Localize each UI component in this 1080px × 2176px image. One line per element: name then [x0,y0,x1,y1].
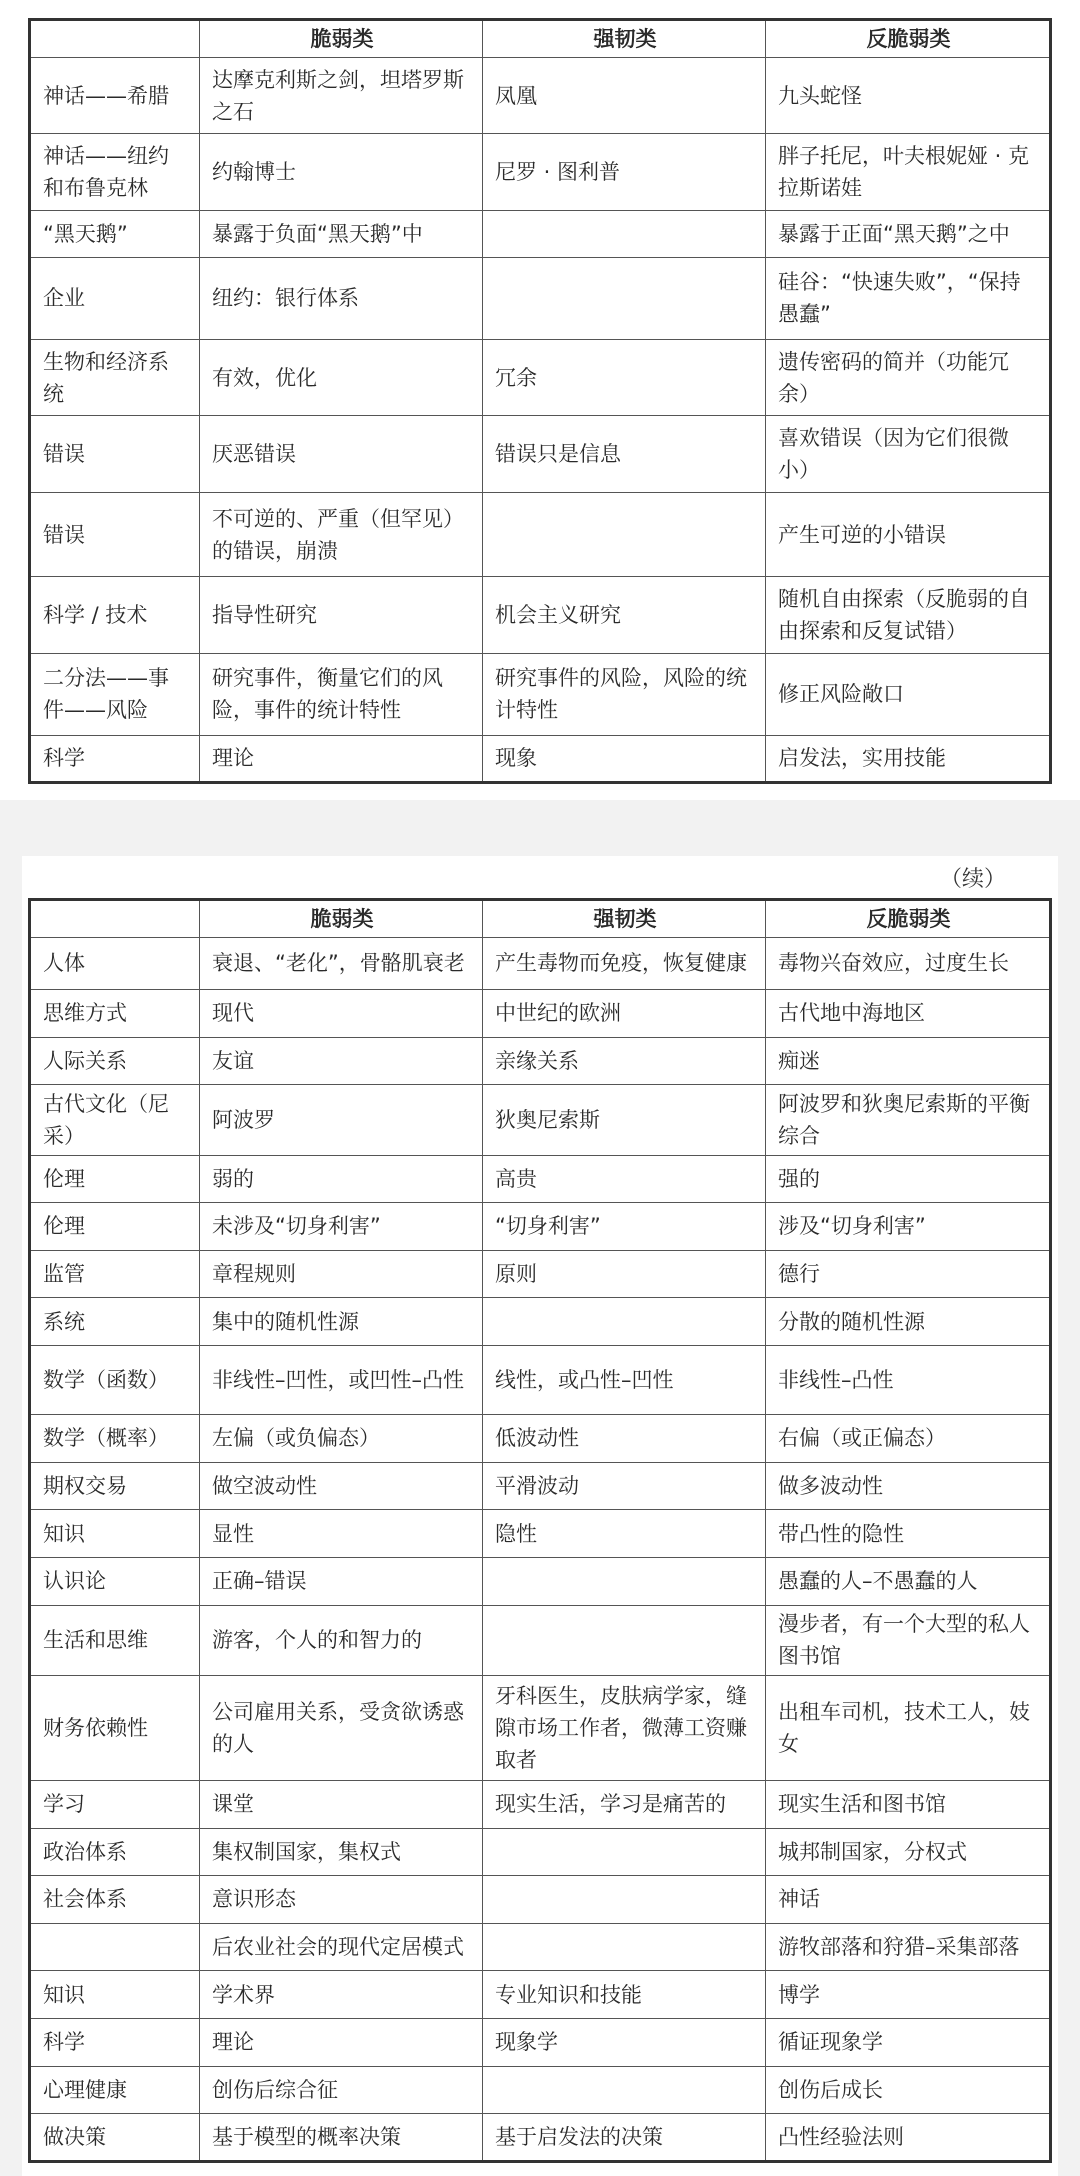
column-header-fragile: 脆弱类 [200,900,483,938]
cell-category: 财务依赖性 [30,1675,200,1780]
column-header-robust: 强韧类 [483,900,766,938]
cell-robust: 错误只是信息 [483,416,766,492]
cell-antifragile: 博学 [766,1971,1051,2019]
table-row [30,1510,1051,1558]
comparison-table-part-1 [28,18,1052,784]
column-header-antifragile: 反脆弱类 [766,20,1051,58]
cell-robust: 研究事件的风险，风险的统计特性 [483,653,766,735]
table-row [30,1085,1051,1155]
table-row [30,1605,1051,1675]
cell-antifragile: 漫步者，有一个大型的私人图书馆 [766,1605,1051,1675]
table-row [30,577,1051,653]
cell-category: 政治体系 [30,1828,200,1876]
table-header-row [30,900,1051,938]
cell-fragile: 有效，优化 [200,340,483,416]
cell-robust [483,257,766,339]
table-row [30,1675,1051,1780]
cell-fragile: 研究事件，衡量它们的风险，事件的统计特性 [200,653,483,735]
cell-category: 错误 [30,492,200,577]
cell-category: 知识 [30,1971,200,2019]
cell-antifragile: 修正风险敞口 [766,653,1051,735]
cell-fragile: 课堂 [200,1780,483,1828]
cell-robust [483,1298,766,1346]
cell-antifragile: 毒物兴奋效应，过度生长 [766,938,1051,990]
cell-fragile: 创伤后综合征 [200,2066,483,2114]
column-header-antifragile: 反脆弱类 [766,900,1051,938]
cell-category: 伦理 [30,1155,200,1203]
cell-robust: 高贵 [483,1155,766,1203]
cell-category: 科学 [30,735,200,782]
cell-category: 学习 [30,1780,200,1828]
cell-robust: “切身利害” [483,1203,766,1251]
cell-antifragile: 硅谷：“快速失败”，“保持愚蠢” [766,257,1051,339]
cell-category: 做决策 [30,2114,200,2162]
table-row [30,1971,1051,2019]
cell-category: 科学 [30,2018,200,2066]
cell-fragile: 正确–错误 [200,1558,483,1606]
cell-fragile: 显性 [200,1510,483,1558]
cell-category: 心理健康 [30,2066,200,2114]
cell-fragile: 理论 [200,2018,483,2066]
cell-fragile: 未涉及“切身利害” [200,1203,483,1251]
comparison-table-part-2 [28,898,1052,2163]
column-header-fragile: 脆弱类 [200,20,483,58]
cell-antifragile: 涉及“切身利害” [766,1203,1051,1251]
table-row [30,1155,1051,1203]
cell-category: 社会体系 [30,1876,200,1924]
table-row [30,492,1051,577]
cell-fragile: 阿波罗 [200,1085,483,1155]
cell-robust: 现实生活，学习是痛苦的 [483,1780,766,1828]
cell-robust: 原则 [483,1250,766,1298]
table-row [30,989,1051,1037]
cell-robust: 尼罗 · 图利普 [483,134,766,210]
cell-robust: 平滑波动 [483,1462,766,1510]
cell-category: “黑天鹅” [30,210,200,257]
cell-fragile: 衰退、“老化”，骨骼肌衰老 [200,938,483,990]
cell-antifragile: 启发法，实用技能 [766,735,1051,782]
cell-fragile: 集中的随机性源 [200,1298,483,1346]
cell-robust: 低波动性 [483,1415,766,1463]
table-row [30,2114,1051,2162]
cell-category: 监管 [30,1250,200,1298]
cell-robust [483,2066,766,2114]
table-row [30,1203,1051,1251]
table-row [30,1876,1051,1924]
cell-antifragile: 愚蠢的人–不愚蠢的人 [766,1558,1051,1606]
cell-antifragile: 遗传密码的简并（功能冗余） [766,340,1051,416]
cell-category: 神话——纽约和布鲁克林 [30,134,200,210]
cell-fragile: 厌恶错误 [200,416,483,492]
cell-robust: 凤凰 [483,58,766,134]
cell-antifragile: 现实生活和图书馆 [766,1780,1051,1828]
table-row [30,653,1051,735]
cell-fragile: 指导性研究 [200,577,483,653]
cell-category: 二分法——事件——风险 [30,653,200,735]
cell-category: 科学 / 技术 [30,577,200,653]
cell-fragile: 现代 [200,989,483,1037]
cell-antifragile: 阿波罗和狄奥尼索斯的平衡综合 [766,1085,1051,1155]
cell-robust: 狄奥尼索斯 [483,1085,766,1155]
cell-category: 古代文化（尼采） [30,1085,200,1155]
cell-category: 数学（函数） [30,1345,200,1414]
table-row [30,58,1051,134]
cell-category: 生活和思维 [30,1605,200,1675]
cell-fragile: 约翰博士 [200,134,483,210]
cell-robust [483,1828,766,1876]
cell-antifragile: 非线性–凸性 [766,1345,1051,1414]
cell-fragile: 集权制国家，集权式 [200,1828,483,1876]
cell-antifragile: 游牧部落和狩猎–采集部落 [766,1923,1051,1971]
table-row [30,1923,1051,1971]
cell-robust: 冗余 [483,340,766,416]
cell-antifragile: 强的 [766,1155,1051,1203]
cell-fragile: 暴露于负面“黑天鹅”中 [200,210,483,257]
cell-robust: 线性，或凸性–凹性 [483,1345,766,1414]
table-row [30,1298,1051,1346]
cell-robust [483,210,766,257]
cell-category: 思维方式 [30,989,200,1037]
table-row [30,340,1051,416]
cell-fragile: 不可逆的、严重（但罕见）的错误，崩溃 [200,492,483,577]
cell-antifragile: 胖子托尼，叶夫根妮娅 · 克拉斯诺娃 [766,134,1051,210]
cell-robust: 基于启发法的决策 [483,2114,766,2162]
cell-fragile: 意识形态 [200,1876,483,1924]
cell-antifragile: 创伤后成长 [766,2066,1051,2114]
column-header-robust: 强韧类 [483,20,766,58]
table-row [30,1037,1051,1085]
cell-category: 伦理 [30,1203,200,1251]
cell-robust: 专业知识和技能 [483,1971,766,2019]
cell-category: 企业 [30,257,200,339]
cell-robust [483,1605,766,1675]
cell-antifragile: 带凸性的隐性 [766,1510,1051,1558]
cell-fragile: 做空波动性 [200,1462,483,1510]
cell-antifragile: 分散的随机性源 [766,1298,1051,1346]
cell-category: 生物和经济系统 [30,340,200,416]
cell-robust: 现象 [483,735,766,782]
cell-robust: 牙科医生，皮肤病学家，缝隙市场工作者，微薄工资赚取者 [483,1675,766,1780]
cell-category: 期权交易 [30,1462,200,1510]
table-row [30,1415,1051,1463]
cell-antifragile: 痴迷 [766,1037,1051,1085]
table-row [30,257,1051,339]
cell-antifragile: 九头蛇怪 [766,58,1051,134]
table-row [30,1828,1051,1876]
table-row [30,416,1051,492]
cell-antifragile: 出租车司机，技术工人，妓女 [766,1675,1051,1780]
cell-robust: 亲缘关系 [483,1037,766,1085]
cell-robust: 中世纪的欧洲 [483,989,766,1037]
cell-category [30,1923,200,1971]
cell-antifragile: 产生可逆的小错误 [766,492,1051,577]
cell-robust: 现象学 [483,2018,766,2066]
cell-category: 数学（概率） [30,1415,200,1463]
cell-fragile: 章程规则 [200,1250,483,1298]
table-row [30,2066,1051,2114]
cell-antifragile: 喜欢错误（因为它们很微小） [766,416,1051,492]
cell-fragile: 友谊 [200,1037,483,1085]
cell-fragile: 左偏（或负偏态） [200,1415,483,1463]
cell-robust: 产生毒物而免疫，恢复健康 [483,938,766,990]
table-row [30,1250,1051,1298]
cell-robust [483,1558,766,1606]
table-row [30,735,1051,782]
column-header-category [30,900,200,938]
cell-category: 人体 [30,938,200,990]
cell-antifragile: 暴露于正面“黑天鹅”之中 [766,210,1051,257]
cell-antifragile: 古代地中海地区 [766,989,1051,1037]
cell-antifragile: 做多波动性 [766,1462,1051,1510]
cell-robust [483,492,766,577]
cell-antifragile: 随机自由探索（反脆弱的自由探索和反复试错） [766,577,1051,653]
cell-fragile: 理论 [200,735,483,782]
cell-fragile: 游客，个人的和智力的 [200,1605,483,1675]
cell-fragile: 达摩克利斯之剑，坦塔罗斯之石 [200,58,483,134]
cell-robust: 机会主义研究 [483,577,766,653]
cell-fragile: 基于模型的概率决策 [200,2114,483,2162]
cell-category: 知识 [30,1510,200,1558]
table-header-row [30,20,1051,58]
cell-category: 系统 [30,1298,200,1346]
cell-fragile: 弱的 [200,1155,483,1203]
cell-fragile: 公司雇用关系，受贪欲诱惑的人 [200,1675,483,1780]
cell-fragile: 非线性–凹性，或凹性–凸性 [200,1345,483,1414]
cell-antifragile: 德行 [766,1250,1051,1298]
table-row [30,938,1051,990]
continued-label: （续） [940,867,1007,892]
column-header-category [30,20,200,58]
cell-fragile: 后农业社会的现代定居模式 [200,1923,483,1971]
cell-antifragile: 城邦制国家，分权式 [766,1828,1051,1876]
cell-category: 错误 [30,416,200,492]
cell-antifragile: 右偏（或正偏态） [766,1415,1051,1463]
cell-fragile: 纽约：银行体系 [200,257,483,339]
cell-antifragile: 神话 [766,1876,1051,1924]
table-row [30,1780,1051,1828]
cell-antifragile: 循证现象学 [766,2018,1051,2066]
table-row [30,1345,1051,1414]
cell-fragile: 学术界 [200,1971,483,2019]
table-row [30,1462,1051,1510]
cell-robust [483,1876,766,1924]
table-row [30,134,1051,210]
cell-robust: 隐性 [483,1510,766,1558]
table-row [30,210,1051,257]
cell-category: 认识论 [30,1558,200,1606]
cell-robust [483,1923,766,1971]
table-row [30,2018,1051,2066]
cell-antifragile: 凸性经验法则 [766,2114,1051,2162]
cell-category: 人际关系 [30,1037,200,1085]
cell-category: 神话——希腊 [30,58,200,134]
table-row [30,1558,1051,1606]
